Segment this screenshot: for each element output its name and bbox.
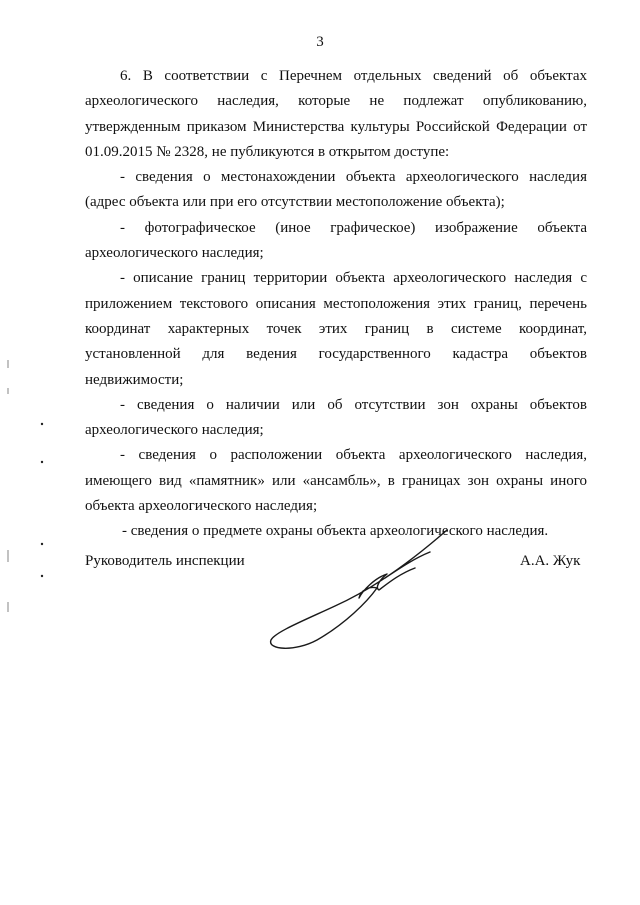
handwritten-signature bbox=[265, 528, 465, 658]
document-body bbox=[85, 64, 587, 545]
list-item: - сведения о расположении объекта археологического наследия, имеющего вид «памятник» или «ансамбль», в границах зон охраны иного объекта археологического наследия; bbox=[85, 447, 587, 515]
intro-paragraph: 6. В соответствии с Перечнем отдельных сведений об объектах археологического наследия, которые не подлежат опубликованию, утвержденным приказом Министерства культуры Российской Федерации от 01.09.2015 № 2328, не публикуются в открытом доступе: bbox=[85, 68, 587, 160]
list-item: - описание границ территории объекта археологического наследия с приложением текстового описания местоположения этих границ, перечень координат характерных точек этих границ в системе координат, установленной для ведения государственного кадастра объектов недвижимости; bbox=[85, 270, 587, 388]
list-item: - фотографическое (иное графическое) изображение объекта археологического наследия; bbox=[85, 219, 587, 262]
list-item: - сведения о местонахождении объекта археологического наследия (адрес объекта или при его отсутствии местоположение объекта); bbox=[85, 169, 587, 211]
list-item: - сведения о предмете охраны объекта археологического наследия. bbox=[122, 523, 549, 540]
signatory-title: Руководитель инспекции bbox=[85, 553, 245, 569]
list-item: - сведения о наличии или об отсутствии зон охраны объектов археологического наследия; bbox=[85, 396, 587, 439]
page-number: 3 bbox=[316, 34, 324, 50]
signatory-name: А.А. Жук bbox=[520, 553, 581, 569]
margin-punch-marks bbox=[0, 340, 60, 640]
